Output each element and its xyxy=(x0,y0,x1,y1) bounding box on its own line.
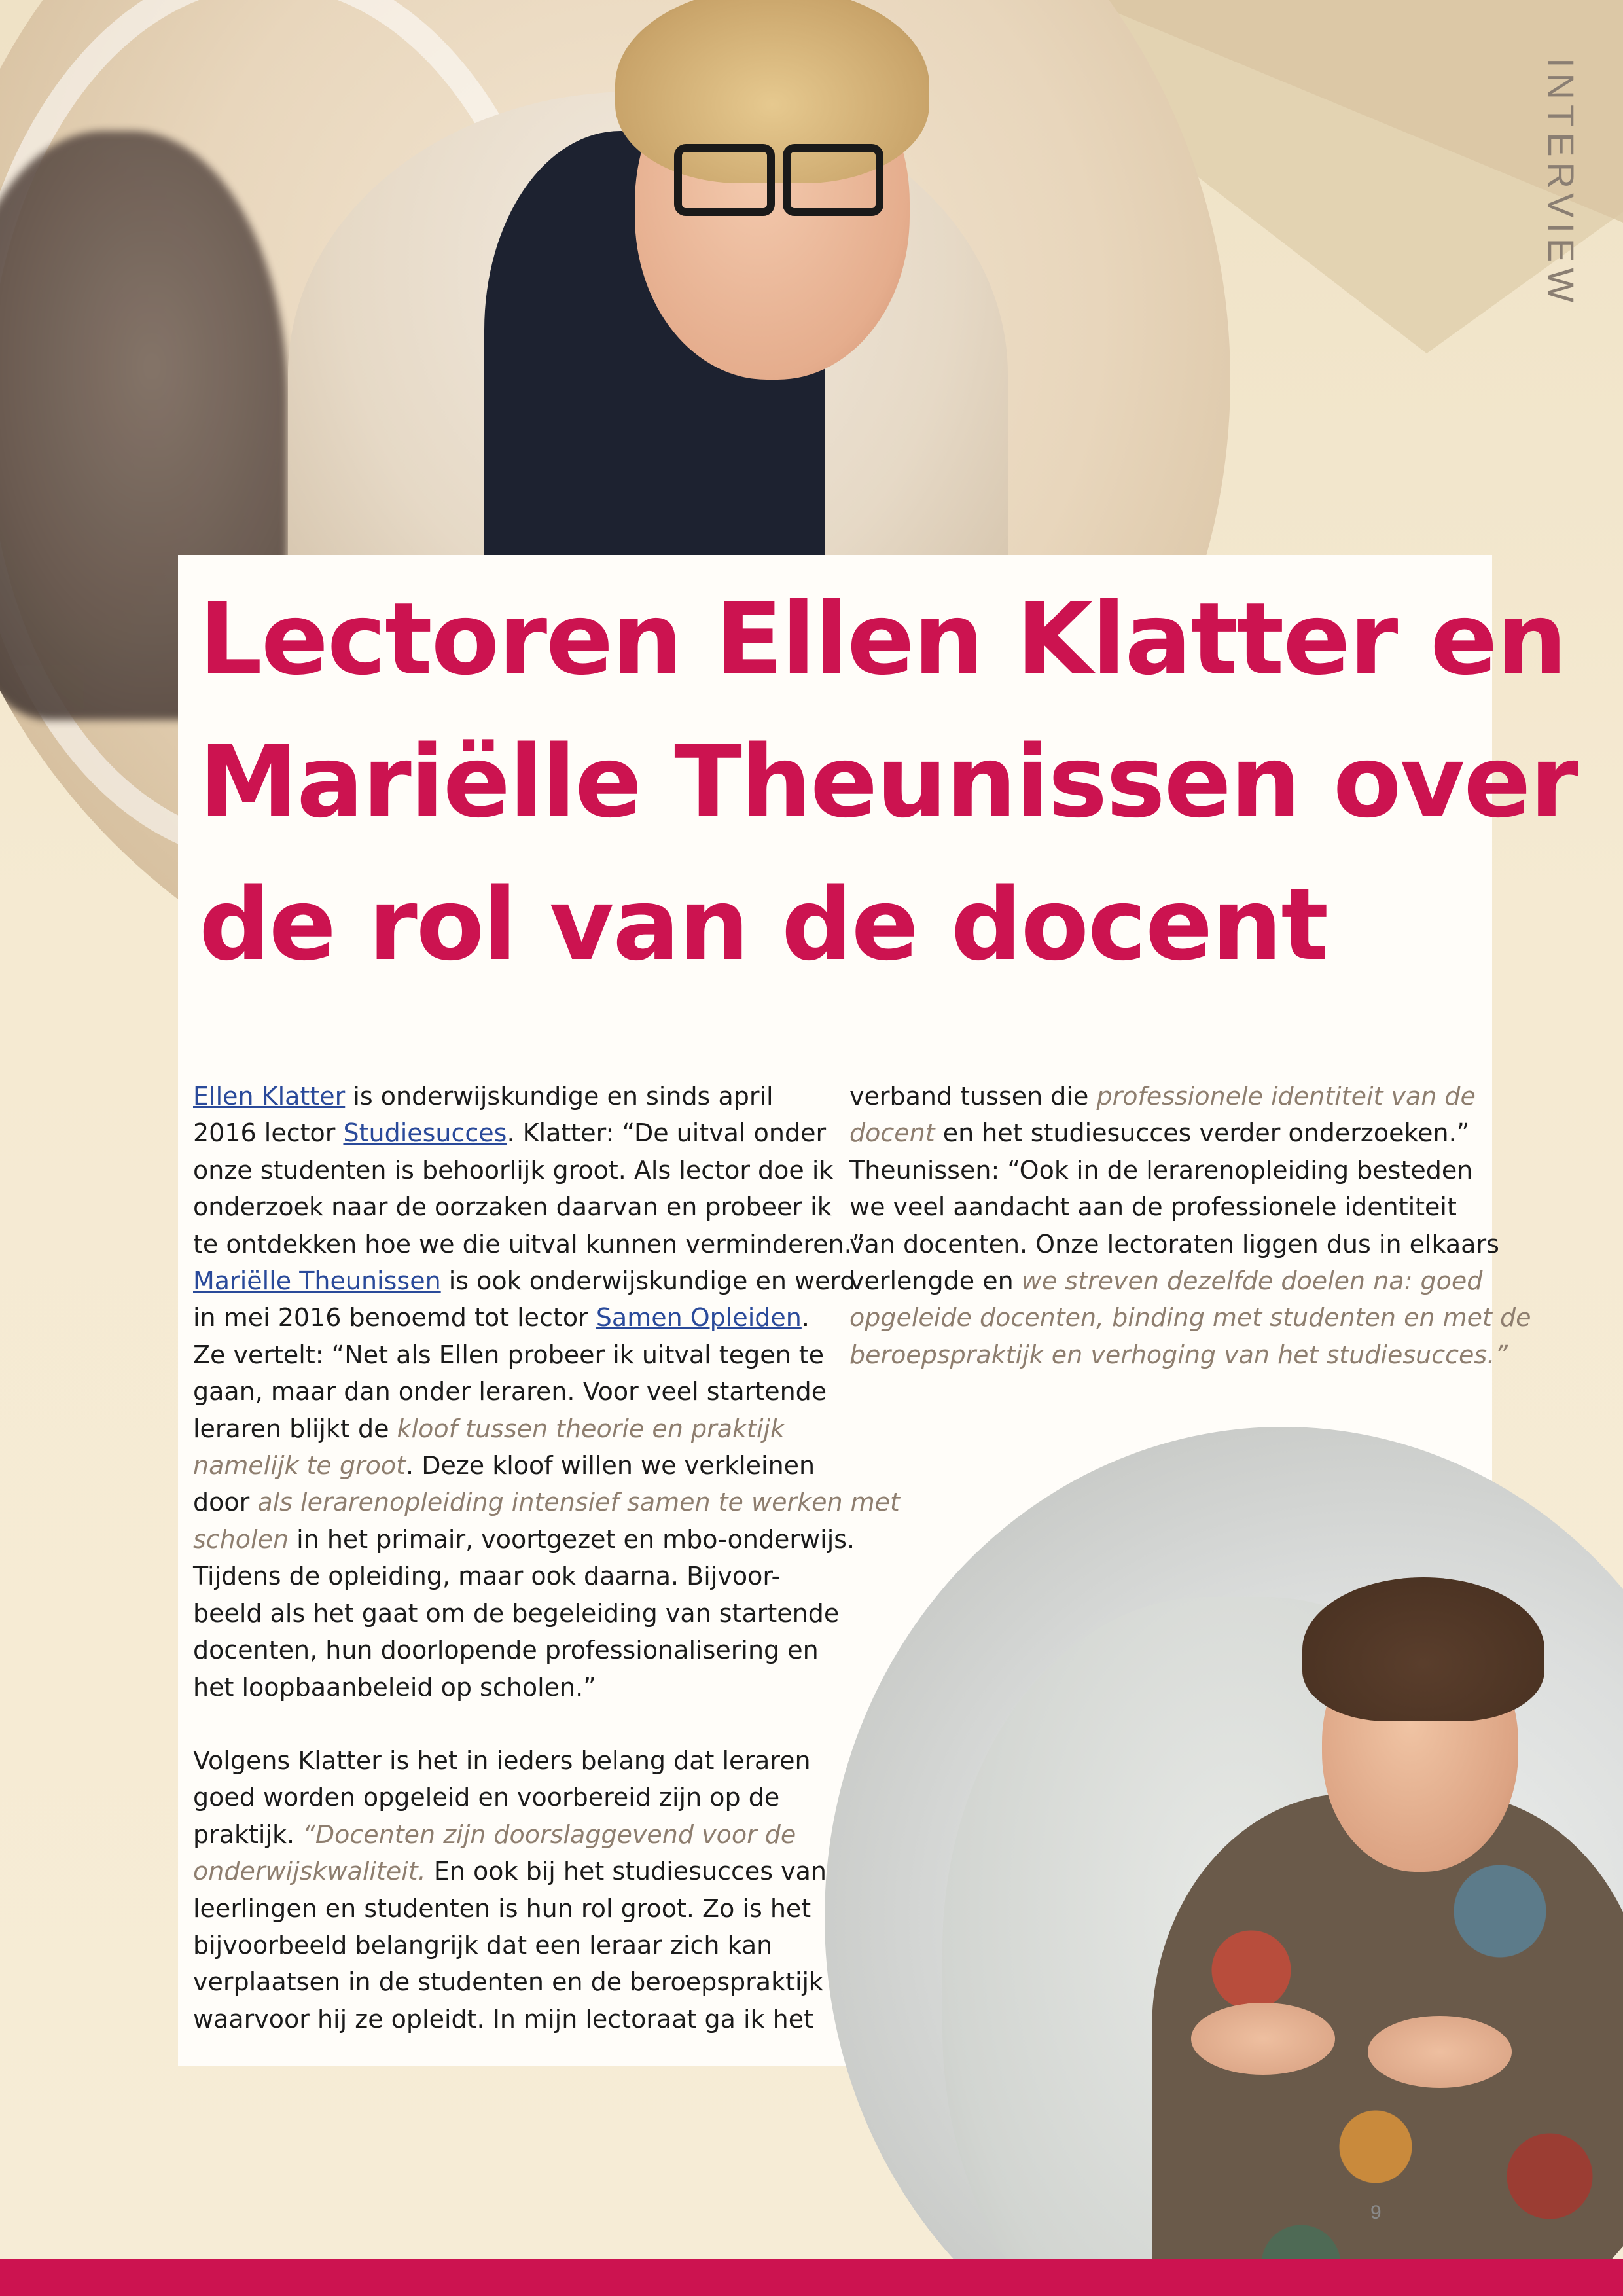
emphasis-quote: “Docenten zijn doorslaggevend voor de xyxy=(302,1820,796,1849)
text: is ook onderwijskundige en werd xyxy=(440,1266,856,1296)
text-line: we veel aandacht aan de professionele identiteit xyxy=(849,1193,1457,1222)
text-line: Volgens Klatter is het in ieders belang dat leraren xyxy=(193,1746,811,1775)
text-line: onze studenten is behoorlijk groot. Als lector doe ik xyxy=(193,1155,834,1185)
title-line: de rol van de docent xyxy=(199,867,1328,982)
text: is onderwijskundige en sinds april xyxy=(345,1082,774,1111)
text-line: Tijdens de opleiding, maar ook daarna. Bijvoor- xyxy=(193,1562,781,1591)
bottom-accent-bar xyxy=(0,2259,1623,2296)
text: door xyxy=(193,1488,258,1517)
emphasis-quote: als lerarenopleiding intensief samen te werken met xyxy=(257,1488,900,1517)
title-line: Mariëlle Theunissen over xyxy=(199,724,1578,840)
link-samen-opleiden[interactable]: Samen Opleiden xyxy=(596,1303,802,1333)
text: . Deze kloof willen we verkleinen xyxy=(406,1451,815,1480)
article-title xyxy=(199,568,1578,996)
text-line: het loopbaanbeleid op scholen.” xyxy=(193,1672,596,1702)
text-line: Ze vertelt: “Net als Ellen probeer ik uitval tegen te xyxy=(193,1340,825,1369)
text-line: Theunissen: “Ook in de lerarenopleiding besteden xyxy=(849,1155,1473,1185)
text: . Klatter: “De uitval onder xyxy=(507,1119,827,1148)
paragraph xyxy=(193,1742,847,2037)
page-number: 9 xyxy=(1370,2202,1382,2223)
emphasis-quote: docent xyxy=(849,1119,935,1148)
text: en het studiesucces verder onderzoeken.” xyxy=(935,1119,1470,1148)
text: verband tussen die xyxy=(849,1082,1097,1111)
article-column-left xyxy=(193,1078,900,2037)
text-line: goed worden opgeleid en voorbereid zijn op de xyxy=(193,1783,780,1812)
section-label: INTERVIEW xyxy=(1541,58,1582,308)
article-column-right xyxy=(849,1078,1531,1373)
link-ellen-klatter[interactable]: Ellen Klatter xyxy=(193,1082,346,1111)
link-studiesucces[interactable]: Studiesucces xyxy=(343,1119,507,1148)
photo-hand-left xyxy=(1191,2003,1335,2075)
title-line: Lectoren Ellen Klatter en xyxy=(199,581,1566,697)
text: leraren blijkt de xyxy=(193,1414,397,1443)
text: in mei 2016 benoemd tot lector xyxy=(193,1303,596,1333)
emphasis-quote: kloof tussen theorie en praktijk xyxy=(397,1414,785,1443)
emphasis-quote: we streven dezelfde doelen na: goed xyxy=(1021,1266,1483,1296)
text-line: waarvoor hij ze opleidt. In mijn lectoraat ga ik het xyxy=(193,2004,813,2034)
photo-hair xyxy=(1302,1577,1544,1721)
text-line: verplaatsen in de studenten en de beroepspraktijk xyxy=(193,1967,824,1997)
paragraph xyxy=(849,1078,1531,1373)
text-line: van docenten. Onze lectoraten liggen dus in elkaars xyxy=(849,1229,1499,1259)
text: in het primair, voortgezet en mbo-onderwijs. xyxy=(289,1524,855,1554)
emphasis-quote: professionele identiteit van de xyxy=(1096,1082,1476,1111)
emphasis-quote: opgeleide docenten, binding met studenten en met de xyxy=(849,1303,1531,1333)
text: verlengde en xyxy=(849,1266,1022,1296)
photo-glasses xyxy=(674,144,883,203)
text-line: onderzoek naar de oorzaken daarvan en probeer ik xyxy=(193,1193,832,1222)
emphasis-quote: scholen xyxy=(193,1524,289,1554)
paragraph xyxy=(193,1078,900,1706)
text: . xyxy=(801,1303,810,1333)
text-line: leerlingen en studenten is hun rol groot. Zo is het xyxy=(193,1893,812,1923)
emphasis-quote: beroepspraktijk en verhoging van het studiesucces.” xyxy=(849,1340,1508,1369)
text-line: beeld als het gaat om de begeleiding van startende xyxy=(193,1598,840,1628)
text-line: bijvoorbeeld belangrijk dat een leraar zich kan xyxy=(193,1930,773,1960)
text-line: gaan, maar dan onder leraren. Voor veel startende xyxy=(193,1377,827,1407)
text-line: te ontdekken hoe we die uitval kunnen verminderen.” xyxy=(193,1229,865,1259)
emphasis-quote: namelijk te groot xyxy=(193,1451,406,1480)
text: praktijk. xyxy=(193,1820,303,1849)
emphasis-quote: onderwijskwaliteit. xyxy=(193,1857,426,1886)
text-line: docenten, hun doorlopende professionalisering en xyxy=(193,1636,819,1665)
link-marielle-theunissen[interactable]: Mariëlle Theunissen xyxy=(193,1266,441,1296)
photo-hand-right xyxy=(1368,2016,1512,2088)
text: 2016 lector xyxy=(193,1119,344,1148)
text: En ook bij het studiesucces van xyxy=(425,1857,827,1886)
